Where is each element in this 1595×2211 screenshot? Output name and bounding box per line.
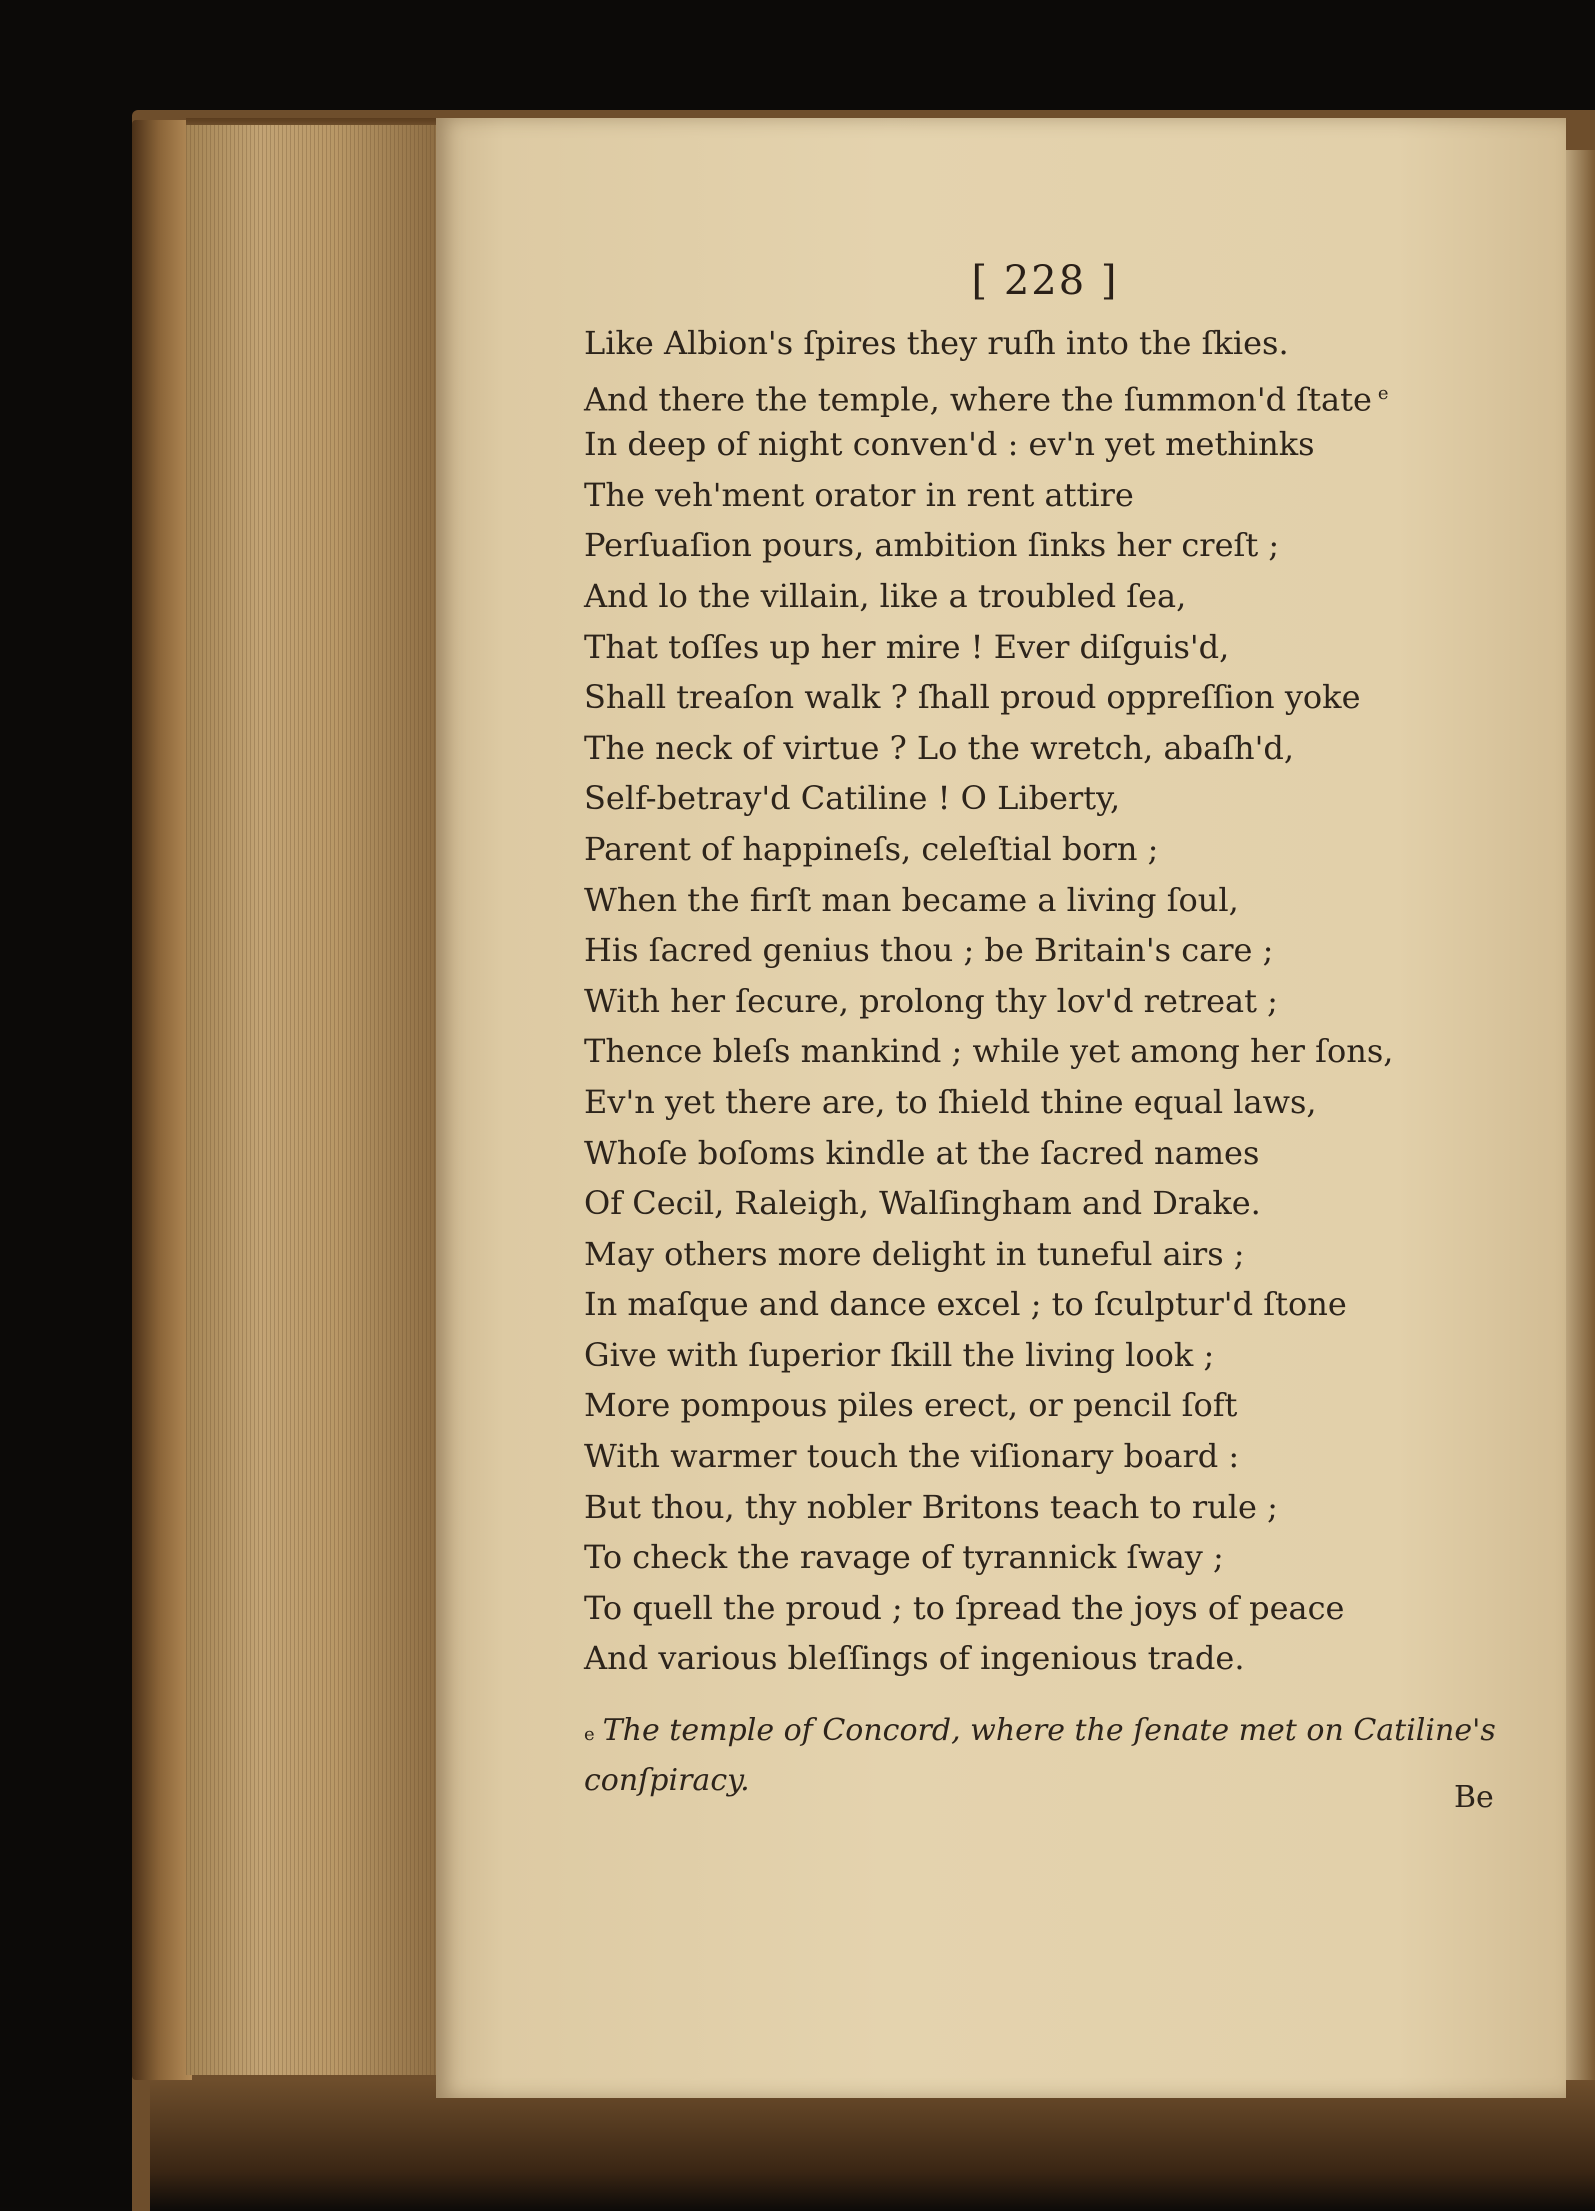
- poem-line: And lo the villain, like a troubled ſea,: [584, 576, 1187, 615]
- poem-line: That toſſes up her mire ! Ever diſguis'd,: [584, 627, 1230, 666]
- poem-line: Give with ſuperior ſkill the living look ;: [584, 1335, 1215, 1374]
- poem-line: To check the ravage of tyrannick ſway ;: [584, 1538, 1224, 1577]
- poem-line: Like Albion's ſpires they ruſh into the ſkies.: [584, 324, 1289, 362]
- poem-line: Parent of happineſs, celeſtial born ;: [584, 829, 1159, 868]
- poem-line: Perſuaſion pours, ambition ſinks her creſt ;: [584, 526, 1280, 565]
- poem-line: Ev'n yet there are, to ſhield thine equal laws,: [584, 1082, 1317, 1121]
- poem-line-with-note: [584, 369, 1484, 420]
- poem-line: When the firſt man became a living ſoul,: [584, 880, 1239, 919]
- poem-line: Shall treaſon walk ? ſhall proud oppreſſion yoke: [584, 678, 1361, 717]
- poem-line-text: And there the temple, where the ſummon'd ſtate: [584, 380, 1372, 419]
- poem-line: With warmer touch the viſionary board :: [584, 1437, 1240, 1476]
- poem-line: In deep of night conven'd : ev'n yet methinks: [584, 425, 1315, 464]
- footnote-mark: e: [584, 1724, 595, 1745]
- poem-line: Self-betray'd Catiline ! O Liberty,: [584, 779, 1121, 818]
- page-number: [ 228 ]: [971, 258, 1119, 304]
- poem-line: Of Cecil, Raleigh, Walſingham and Drake.: [584, 1184, 1261, 1223]
- poem-line: More pompous piles erect, or pencil ſoft: [584, 1386, 1238, 1425]
- poem-line: In maſque and dance excel ; to ſculptur'd ſtone: [584, 1285, 1347, 1324]
- poem-line: His ſacred genius thou ; be Britain's care ;: [584, 931, 1274, 970]
- poem-line: With her ſecure, prolong thy lov'd retreat ;: [584, 981, 1278, 1020]
- book-spine-edge: [132, 120, 192, 2080]
- page-block-edges: [186, 125, 439, 2075]
- poem-line: And various bleſſings of ingenious trade.: [584, 1639, 1245, 1678]
- poem-line: Thence bleſs mankind ; while yet among her ſons,: [584, 1032, 1394, 1071]
- catchword: Be: [1454, 1780, 1494, 1815]
- poem-line: The veh'ment orator in rent attire: [584, 475, 1134, 514]
- footnote: [584, 1708, 1504, 1804]
- poem-line: But thou, thy nobler Britons teach to rule ;: [584, 1487, 1278, 1526]
- footnote-reference: e: [1377, 382, 1389, 404]
- poem-line: The neck of virtue ? Lo the wretch, abaſh'd,: [584, 728, 1295, 767]
- footnote-text: The temple of Concord, where the ſenate met on Catiline's conſpiracy.: [584, 1713, 1496, 1798]
- book-bottom-edge: [150, 2080, 1595, 2211]
- poem-line: To quell the proud ; to ſpread the joys of peace: [584, 1588, 1345, 1627]
- poem-line: Whoſe boſoms kindle at the ſacred names: [584, 1133, 1260, 1172]
- poem-text: [584, 318, 1484, 1684]
- poem-line: May others more delight in tuneful airs ;: [584, 1234, 1245, 1273]
